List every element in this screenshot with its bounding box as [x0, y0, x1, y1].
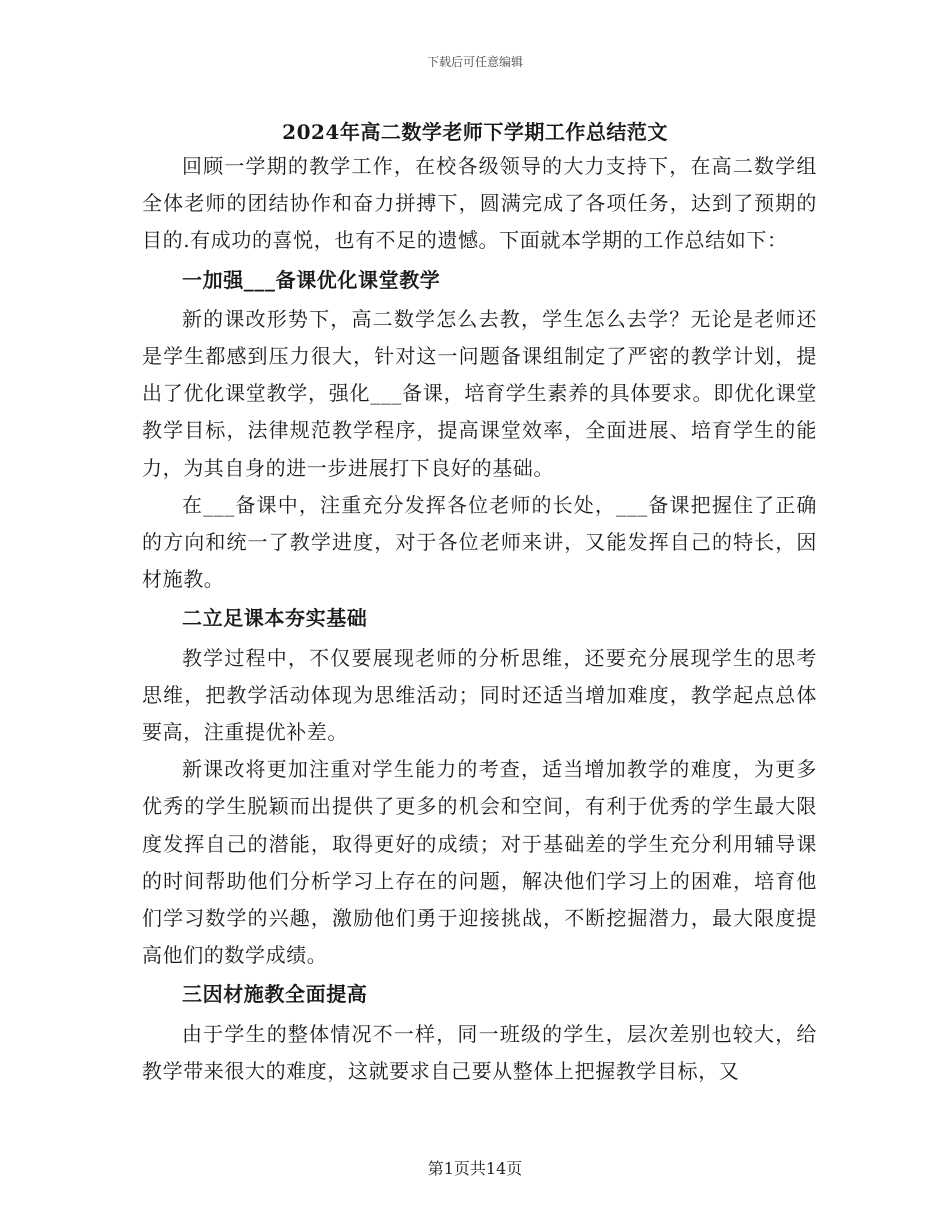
section-heading-3: 三因材施教全面提高	[182, 982, 368, 1007]
paragraph: 教学过程中，不仅要展现老师的分析思维，还要充分展现学生的思考思维，把教学活动体现为思维活动；同时还适当增加难度，教学起点总体要高，注重提优补差。	[142, 645, 817, 745]
section-heading-1: 一加强___备课优化课堂教学	[182, 267, 441, 292]
paragraph: 新课改将更加注重对学生能力的考查，适当增加教学的难度，为更多优秀的学生脱颖而出提供了更多的机会和空间，有利于优秀的学生最大限度发挥自己的潜能，取得更好的成绩；对于基础差的学生充分利用辅导课的时间帮助他们分析学习上存在的问题，解决他们学习上的困难，培育他们学习数学的兴趣，激励他们勇于迎接挑战，不断挖掘潜力，最大限度提高他们的数学成绩。	[142, 757, 817, 968]
paragraph: 由于学生的整体情况不一样，同一班级的学生，层次差别也较大，给教学带来很大的难度，这就要求自己要从整体上把握教学目标，又	[142, 1021, 817, 1083]
paragraph: 新的课改形势下，高二数学怎么去教，学生怎么去学？无论是老师还是学生都感到压力很大，针对这一问题备课组制定了严密的教学计划，提出了优化课堂教学，强化___备课，培育学生素养的具体要求。即优化课堂教学目标，法律规范教学程序，提高课堂效率，全面进展、培育学生的能力，为其自身的进一步进展打下良好的基础。	[142, 306, 817, 480]
section-heading-2: 二立足课本夯实基础	[182, 606, 368, 631]
paragraph: 在___备课中，注重充分发挥各位老师的长处，___备课把握住了正确的方向和统一了教学进度，对于各位老师来讲，又能发挥自己的特长，因材施教。	[142, 492, 817, 592]
page-number: 第1页共14页	[427, 1159, 523, 1178]
document-title: 2024年高二数学老师下学期工作总结范文	[282, 120, 668, 144]
header-note: 下载后可任意编辑	[426, 55, 523, 69]
paragraph-intro: 回顾一学期的教学工作，在校各级领导的大力支持下，在高二数学组全体老师的团结协作和奋力拼搏下，圆满完成了各项任务，达到了预期的目的.有成功的喜悦，也有不足的遗憾。下面就本学期的工作总结如下：	[142, 154, 817, 253]
document-body	[142, 148, 817, 1090]
